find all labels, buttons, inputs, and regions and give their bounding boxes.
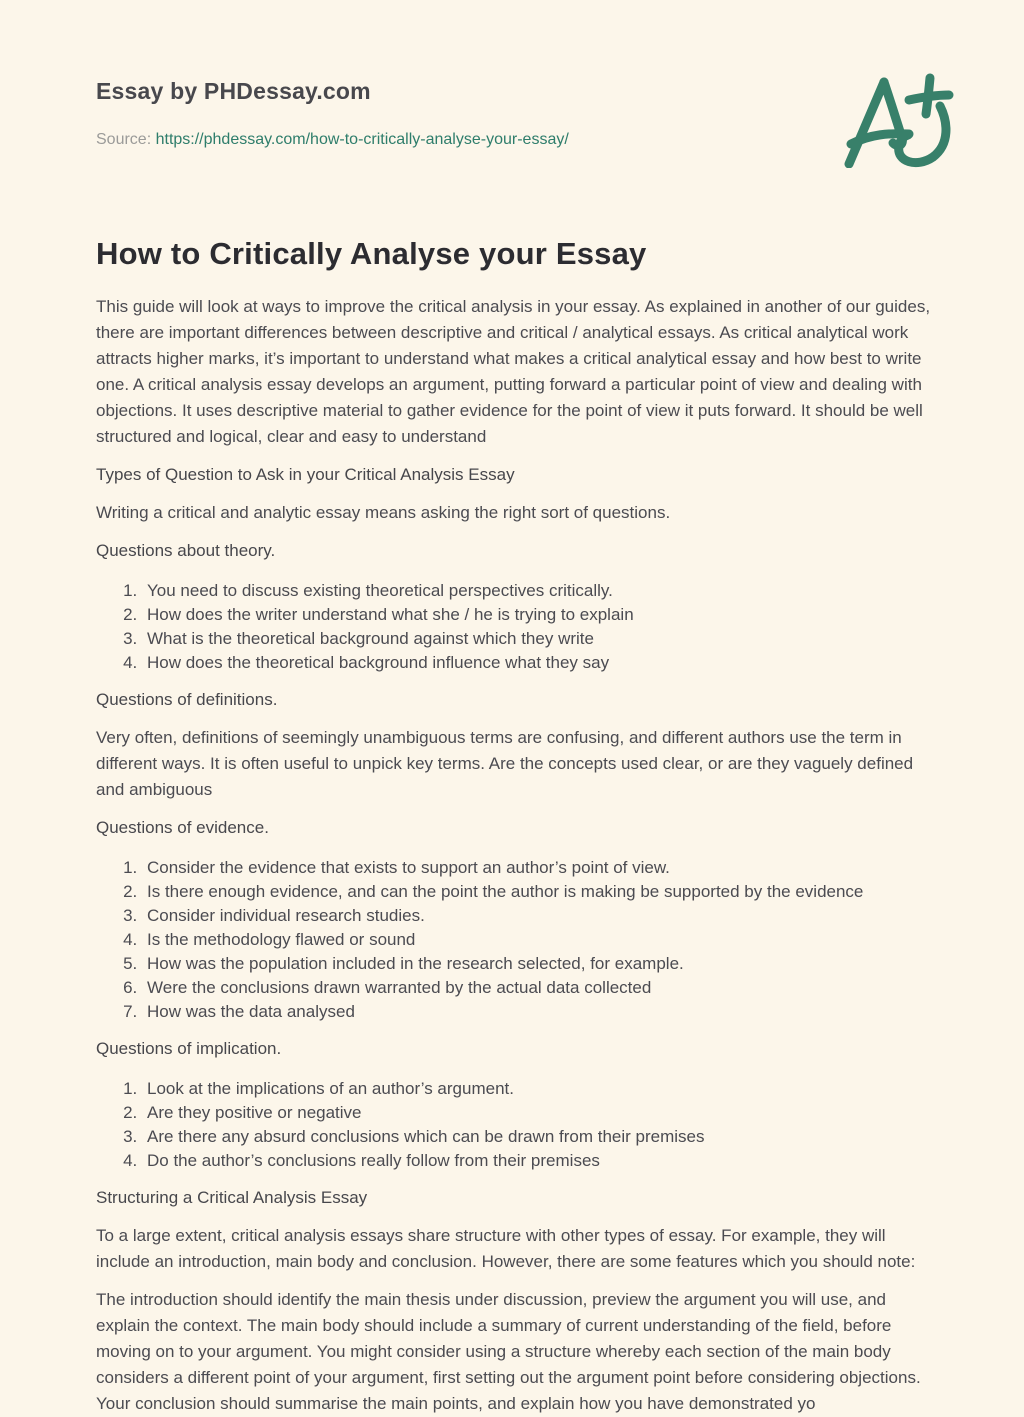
paragraph-writing: Writing a critical and analytic essay means asking the right sort of questions.: [96, 502, 671, 522]
section-heading-definitions: Questions of definitions.: [96, 689, 278, 709]
list-item: 6. Were the conclusions drawn warranted by the actual data collected: [142, 976, 932, 1000]
paragraph-definitions: Very often, definitions of seemingly unambiguous terms are confusing, and different authors use the term in different ways. It is often useful to unpick key terms. Are the concepts used clear, or are they vaguely defined and ambiguous: [96, 727, 914, 799]
evidence-question-list: [96, 856, 932, 1024]
section-heading-evidence: Questions of evidence.: [96, 817, 269, 837]
list-item: 1. Consider the evidence that exists to support an author’s point of view.: [142, 856, 932, 880]
list-item: 3. Are there any absurd conclusions which can be drawn from their premises: [142, 1125, 932, 1149]
list-item: 3. What is the theoretical background against which they write: [142, 627, 932, 651]
list-item: 2. Are they positive or negative: [142, 1101, 932, 1125]
section-heading-types: Types of Question to Ask in your Critical Analysis Essay: [96, 464, 515, 484]
list-item: 2. Is there enough evidence, and can the point the author is making be supported by the evidence: [142, 880, 932, 904]
implication-question-list: [96, 1077, 932, 1173]
list-item: 3. Consider individual research studies.: [142, 904, 932, 928]
list-item: 4. Do the author’s conclusions really follow from their premises: [142, 1149, 932, 1173]
list-item: 7. How was the data analysed: [142, 1000, 932, 1024]
section-heading-implication: Questions of implication.: [96, 1038, 282, 1058]
list-item: 4. How does the theoretical background influence what they say: [142, 651, 932, 675]
essay-title: How to Critically Analyse your Essay: [96, 235, 647, 271]
section-heading-theory: Questions about theory.: [96, 540, 276, 560]
page-title: Essay by PHDessay.com: [96, 78, 371, 104]
list-item: 1. Look at the implications of an author’s argument.: [142, 1077, 932, 1101]
source-line: [96, 130, 932, 149]
source-link[interactable]: https://phdessay.com/how-to-critically-analyse-your-essay/: [155, 130, 569, 148]
intro-paragraph: This guide will look at ways to improve the critical analysis in your essay. As explained in another of our guides, there are important differences between descriptive and critical / analytical essays. As critical analytical work attracts higher marks, it’s important to understand what makes a critical analytical essay and how best to write one. A critical analysis essay develops an argument, putting forward a particular point of view and dealing with objections. It uses descriptive material to gather evidence for the point of view it puts forward. It should be well structured and logical, clear and easy to understand: [96, 296, 931, 446]
section-heading-structuring: Structuring a Critical Analysis Essay: [96, 1187, 368, 1207]
theory-question-list: [96, 579, 932, 675]
list-item: 1. You need to discuss existing theoretical perspectives critically.: [142, 579, 932, 603]
essay-content: [96, 235, 932, 1417]
a-plus-logo-icon: [838, 72, 958, 168]
list-item: 4. Is the methodology flawed or sound: [142, 928, 932, 952]
paragraph-structure-intro: To a large extent, critical analysis essays share structure with other types of essay. For example, they will include an introduction, main body and conclusion. However, there are some features which you should note:: [96, 1225, 916, 1271]
source-label: Source:: [96, 130, 156, 148]
list-item: 5. How was the population included in the research selected, for example.: [142, 952, 932, 976]
header: [96, 78, 932, 149]
paragraph-structure-detail: The introduction should identify the main thesis under discussion, preview the argument you will use, and explain the context. The main body should include a summary of current understanding of the field, before moving on to your argument. You might consider using a structure whereby each section of the main body considers a different point of your argument, first setting out the argument point before considering objections. Your conclusion should summarise the main points, and explain how you have demonstrated yo: [96, 1289, 921, 1413]
list-item: 2. How does the writer understand what she / he is trying to explain: [142, 603, 932, 627]
